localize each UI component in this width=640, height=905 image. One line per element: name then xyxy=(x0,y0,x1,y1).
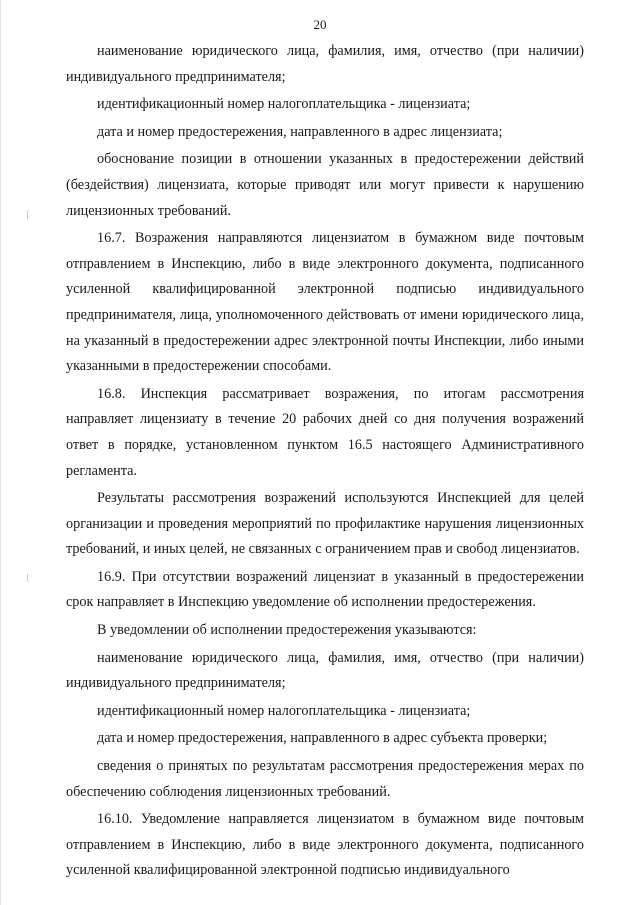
paragraph: наименование юридического лица, фамилия, имя, отчество (при наличии) индивидуального предпринимателя; xyxy=(66,649,584,692)
scan-edge xyxy=(0,0,1,905)
paragraph-16-7: 16.7. Возражения направляются лицензиатом в бумажном виде почтовым отправлением в Инспекцию, либо в виде электронного документа, подписанного усиленной квалифицированной электронной подписью индивидуального предпринимателя, лица, уполномоченного действовать от имени юридического лица, на указанный в предостережении адрес электронной почты Инспекции, либо иными указанными в предостережении способами. xyxy=(66,230,584,375)
paragraph-16-8: 16.8. Инспекция рассматривает возражения, по итогам рассмотрения направляет лицензиату в течение 20 рабочих дней со дня получения возражений ответ в порядке, установленном пунктом 16.5 настоящего Административного регламента. xyxy=(66,385,584,479)
page-number: 20 xyxy=(313,17,327,32)
paragraph: дата и номер предостережения, направленного в адрес субъекта проверки; xyxy=(97,730,548,747)
paragraph: идентификационный номер налогоплательщика - лицензиата; xyxy=(97,702,471,719)
paragraph: сведения о принятых по результатам рассмотрения предостережения мерах по обеспечению соблюдения лицензионных требований. xyxy=(66,758,584,800)
paragraph: Результаты рассмотрения возражений используются Инспекцией для целей организации и проведения мероприятий по профилактике нарушения лицензионных требований, и иных целей, не связанных с ограничением прав и свобод лицензиатов. xyxy=(66,490,584,558)
paragraph: наименование юридического лица, фамилия, имя, отчество (при наличии) индивидуального предпринимателя; xyxy=(66,43,584,85)
scan-artifact xyxy=(27,210,28,219)
paragraph: дата и номер предостережения, направленного в адрес лицензиата; xyxy=(97,123,503,140)
paragraph-16-10: 16.10. Уведомление направляется лицензиатом в бумажном виде почтовым отправлением в Инспекцию, либо в виде электронного документа, подписанного усиленной квалифицированной электронной подписью индивидуального xyxy=(66,811,584,879)
document-body xyxy=(66,39,584,884)
paragraph: В уведомлении об исполнении предостережения указываются: xyxy=(97,622,477,639)
paragraph: идентификационный номер налогоплательщика - лицензиата; xyxy=(97,96,471,113)
scan-artifact xyxy=(27,574,28,582)
paragraph-16-9: 16.9. При отсутствии возражений лицензиат в указанный в предостережении срок направляет в Инспекцию уведомление об исполнении предостережения. xyxy=(66,568,584,611)
paragraph: обоснование позиции в отношении указанных в предостережении действий (бездействия) лицензиата, которые приводят или могут привести к нарушению лицензионных требований. xyxy=(66,151,584,219)
